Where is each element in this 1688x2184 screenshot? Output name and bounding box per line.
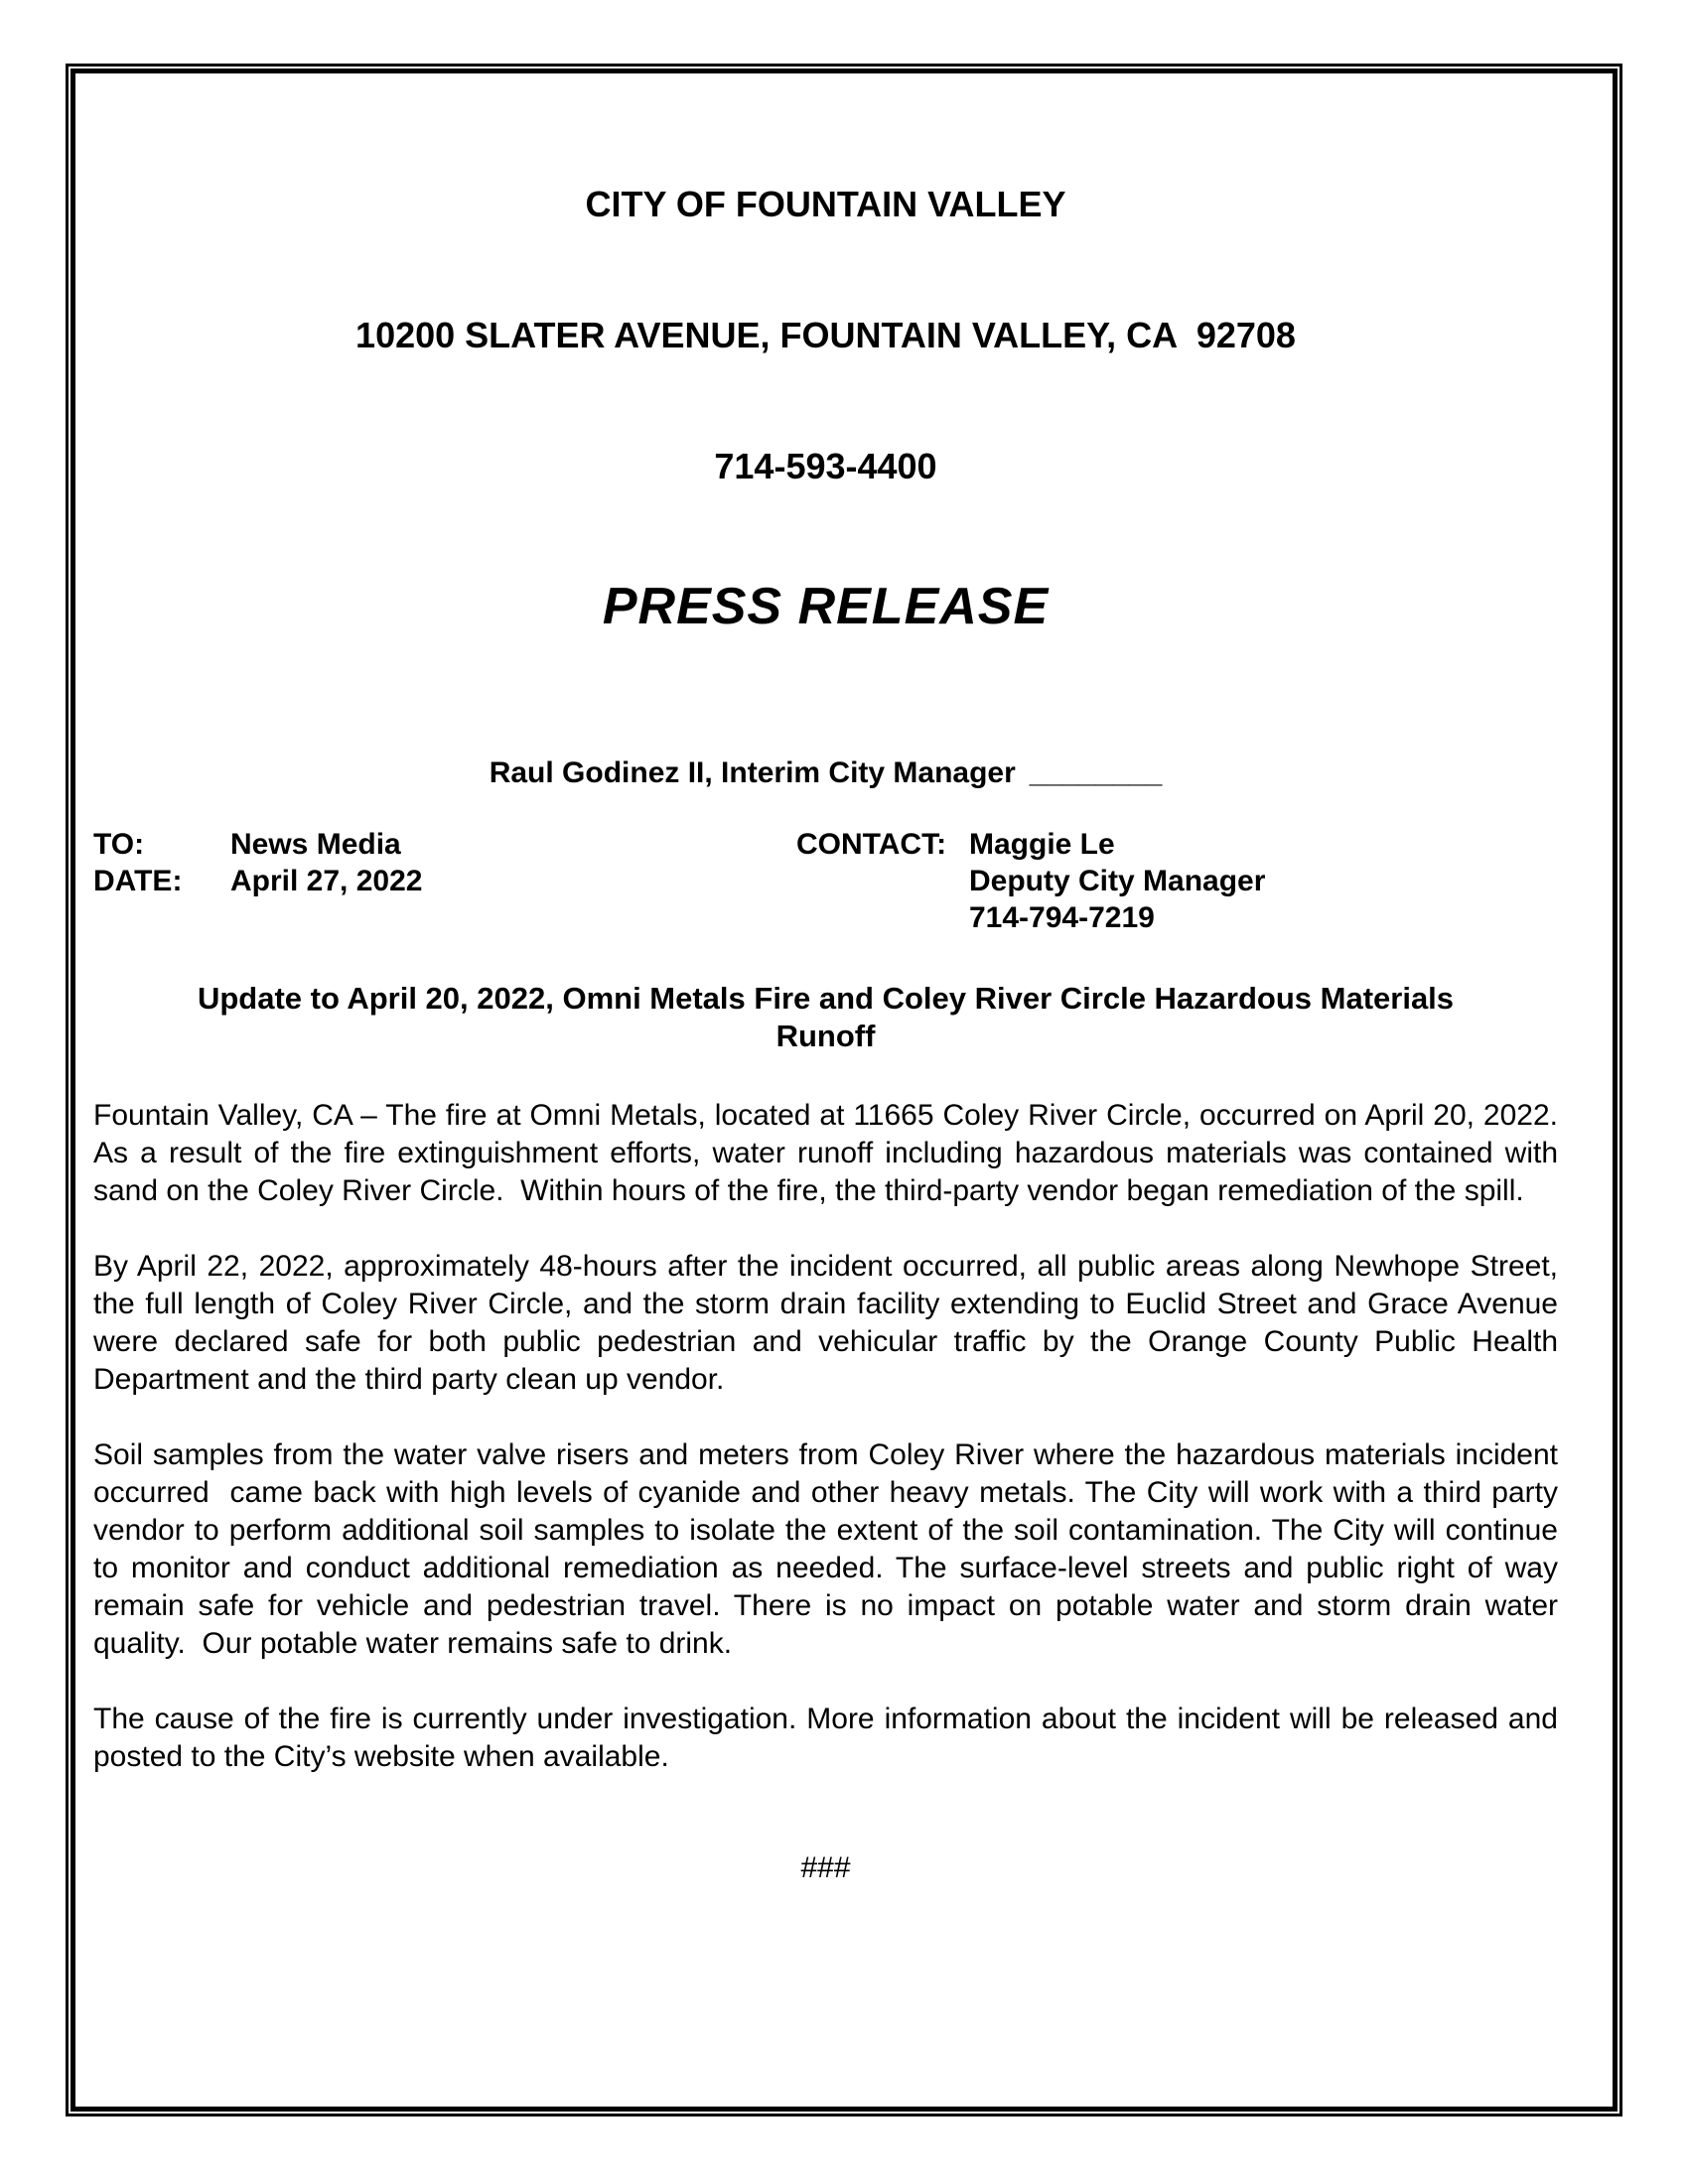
- signatory-line: [93, 754, 1558, 792]
- subject-line-1: Update to April 20, 2022, Omni Metals Fire and Coley River Circle Hazardous Materials: [197, 981, 1455, 1016]
- paragraph-1: Fountain Valley, CA – The fire at Omni Metals, located at 11665 Coley River Circle, occurred on April 20, 2022. As a result of the fire extinguishment efforts, water runoff including hazardous materials was contained with sand on the Coley River Circle. Within hours of the fire, the third-party vendor began remediation of the spill.: [93, 1099, 1575, 1207]
- date-value: April 27, 2022: [230, 865, 423, 897]
- date-label: DATE:: [93, 865, 183, 897]
- organization-phone: 714-593-4400: [714, 446, 937, 486]
- organization-name: CITY OF FOUNTAIN VALLEY: [585, 184, 1066, 224]
- spacer: [796, 863, 969, 899]
- spacer: [230, 899, 796, 936]
- letterhead: [93, 95, 1558, 725]
- contact-phone: 714-794-7219: [969, 901, 1155, 934]
- contact-title: Deputy City Manager: [969, 865, 1266, 897]
- subject-line-2: Runoff: [775, 1019, 876, 1053]
- document-border: [66, 64, 1622, 2116]
- end-of-release-mark: ###: [800, 1851, 851, 1884]
- to-label: TO:: [93, 828, 145, 861]
- to-value: News Media: [230, 828, 401, 861]
- document-type-title: PRESS RELEASE: [602, 578, 1050, 635]
- paragraph-3: Soil samples from the water valve risers and meters from Coley River where the hazardous materials incident occurred came back with high levels of cyanide and other heavy metals. The City will work with a third party vendor to perform additional soil samples to isolate the extent of the soil contamination. The City will continue to monitor and conduct additional remediation as needed. The surface-level streets and public right of way remain safe for vehicle and pedestrian travel. There is no impact on potable water and storm drain water quality. Our potable water remains safe to drink.: [93, 1438, 1567, 1660]
- paragraph-2: By April 22, 2022, approximately 48-hours after the incident occurred, all public areas along Newhope Street, the full length of Coley River Circle, and the storm drain facility extending to Euclid Street and Grace Avenue were declared safe for both public pedestrian and vehicular traffic by the Orange County Public Health Department and the third party clean up vendor.: [93, 1250, 1567, 1396]
- signatory-name-title: Raul Godinez II, Interim City Manager: [489, 756, 1016, 789]
- spacer: [796, 899, 969, 936]
- contact-name: Maggie Le: [969, 828, 1115, 861]
- press-release-document: [75, 73, 1613, 1887]
- meta-block: [93, 826, 1558, 936]
- subject-line: [93, 980, 1558, 1055]
- body-text: [93, 1097, 1575, 1776]
- signature-blank-line: ________: [1029, 756, 1163, 789]
- organization-address: 10200 SLATER AVENUE, FOUNTAIN VALLEY, CA 92708: [355, 315, 1296, 355]
- contact-label: CONTACT:: [796, 828, 947, 861]
- document-border-inner: [70, 68, 1618, 2112]
- paragraph-4: The cause of the fire is currently under investigation. More information about the incident will be released and posted to the City’s website when available.: [93, 1703, 1567, 1773]
- spacer: [93, 899, 230, 936]
